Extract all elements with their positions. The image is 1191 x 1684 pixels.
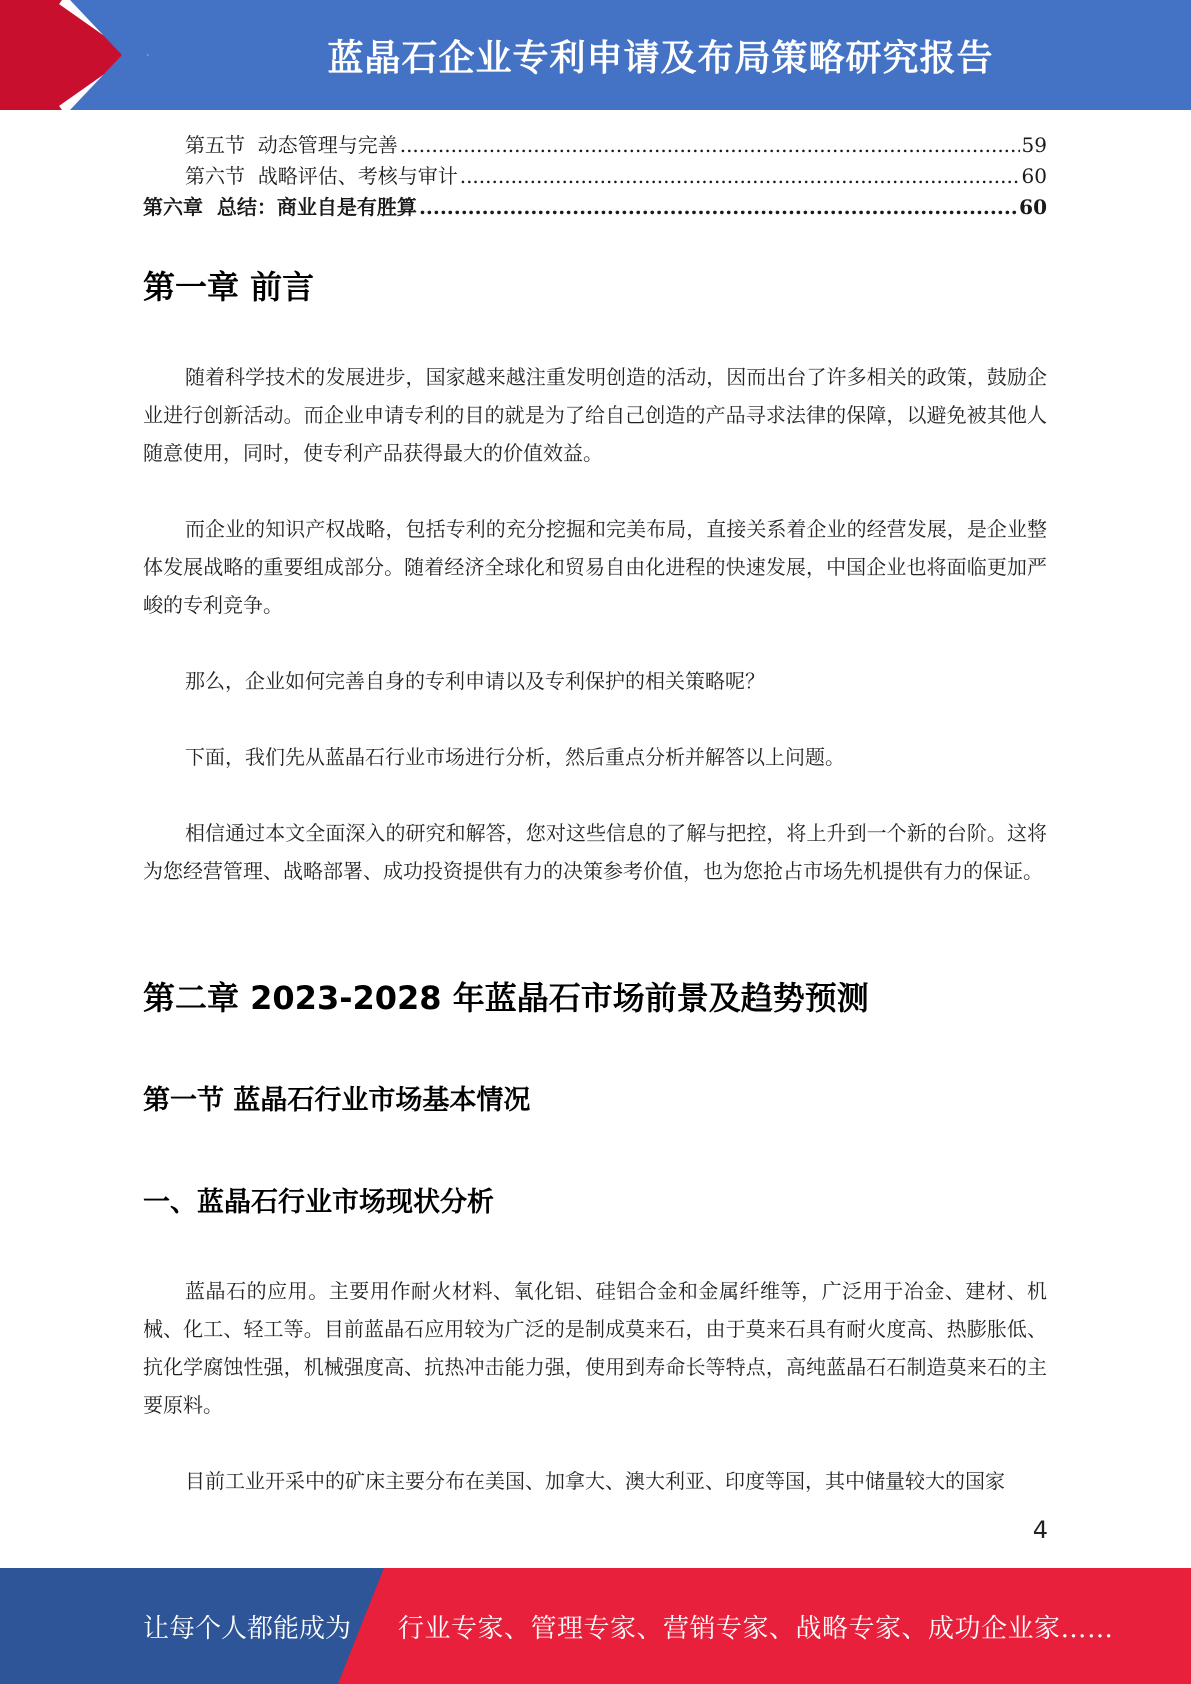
chapter-1-paragraph: 下面，我们先从蓝晶石行业市场进行分析，然后重点分析并解答以上问题。 [185,745,845,769]
chapter-2-heading: 第二章 2023-2028 年蓝晶石市场前景及趋势预测 [143,979,869,1017]
subsection-heading: 一、蓝晶石行业市场现状分析 [143,1187,494,1218]
chapter-1-paragraph: 那么，企业如何完善自身的专利申请以及专利保护的相关策略呢？ [185,669,765,693]
section-heading: 第一节 蓝晶石行业市场基本情况 [143,1085,531,1116]
footer-slogan-left: 让每个人都能成为 [143,1613,352,1644]
toc-entry-label: 第六章 总结：商业自是有胜算 [143,195,417,219]
chapter-2-paragraph: 蓝晶石的应用。主要用作耐火材料、氧化铝、硅铝合金和金属纤维等，广泛用于冶金、建材、机械、化工、轻工等。目前蓝晶石应用较为广泛的是制成莫来石，由于莫来石具有耐火度高、热膨胀低、抗化学腐蚀性强，机械强度高、抗热冲击能力强，使用到寿命长等特点，高纯蓝晶石石制造莫来石的主要原料。 [143,1279,1047,1417]
toc-entry-page: 59 [1021,133,1047,157]
toc-leader-dots [460,164,1020,188]
toc-entry[interactable] [143,160,1047,190]
toc-entry-page: 60 [1021,164,1047,188]
page-header [0,0,1191,110]
chapter-2-paragraph: 目前工业开采中的矿床主要分布在美国、加拿大、澳大利亚、印度等国，其中储量较大的国家 [185,1469,1005,1493]
chapter-1-heading: 第一章 前言 [143,268,315,306]
chapter-1-paragraph: 相信通过本文全面深入的研究和解答，您对这些信息的了解与把控，将上升到一个新的台阶。这将为您经营管理、战略部署、成功投资提供有力的决策参考价值，也为您抢占市场先机提供有力的保证。 [143,821,1047,883]
toc-leader-dots [400,133,1020,157]
header-arrow-decoration [0,0,160,110]
toc-entry-label: 第五节 动态管理与完善 [185,133,398,157]
chapter-1-paragraph: 随着科学技术的发展进步，国家越来越注重发明创造的活动，因而出台了许多相关的政策，鼓励企业进行创新活动。而企业申请专利的目的就是为了给自己创造的产品寻求法律的保障，以避免被其他人随意使用，同时，使专利产品获得最大的价值效益。 [143,365,1047,465]
toc-leader-dots [419,195,1017,219]
page-number: 4 [1032,1516,1048,1544]
toc-entry-label: 第六节 战略评估、考核与审计 [185,164,458,188]
toc-entry[interactable] [143,129,1047,159]
chapter-1-paragraph: 而企业的知识产权战略，包括专利的充分挖掘和完美布局，直接关系着企业的经营发展，是企业整体发展战略的重要组成部分。随着经济全球化和贸易自由化进程的快速发展，中国企业也将面临更加严峻的专利竞争。 [143,517,1047,617]
page-footer [0,1568,1191,1684]
toc-entry-chapter[interactable] [143,191,1047,221]
report-title: 蓝晶石企业专利申请及布局策略研究报告 [327,37,994,79]
footer-slogan-right: 行业专家、管理专家、营销专家、战略专家、成功企业家…… [398,1613,1114,1644]
toc-entry-page: 60 [1019,195,1047,219]
